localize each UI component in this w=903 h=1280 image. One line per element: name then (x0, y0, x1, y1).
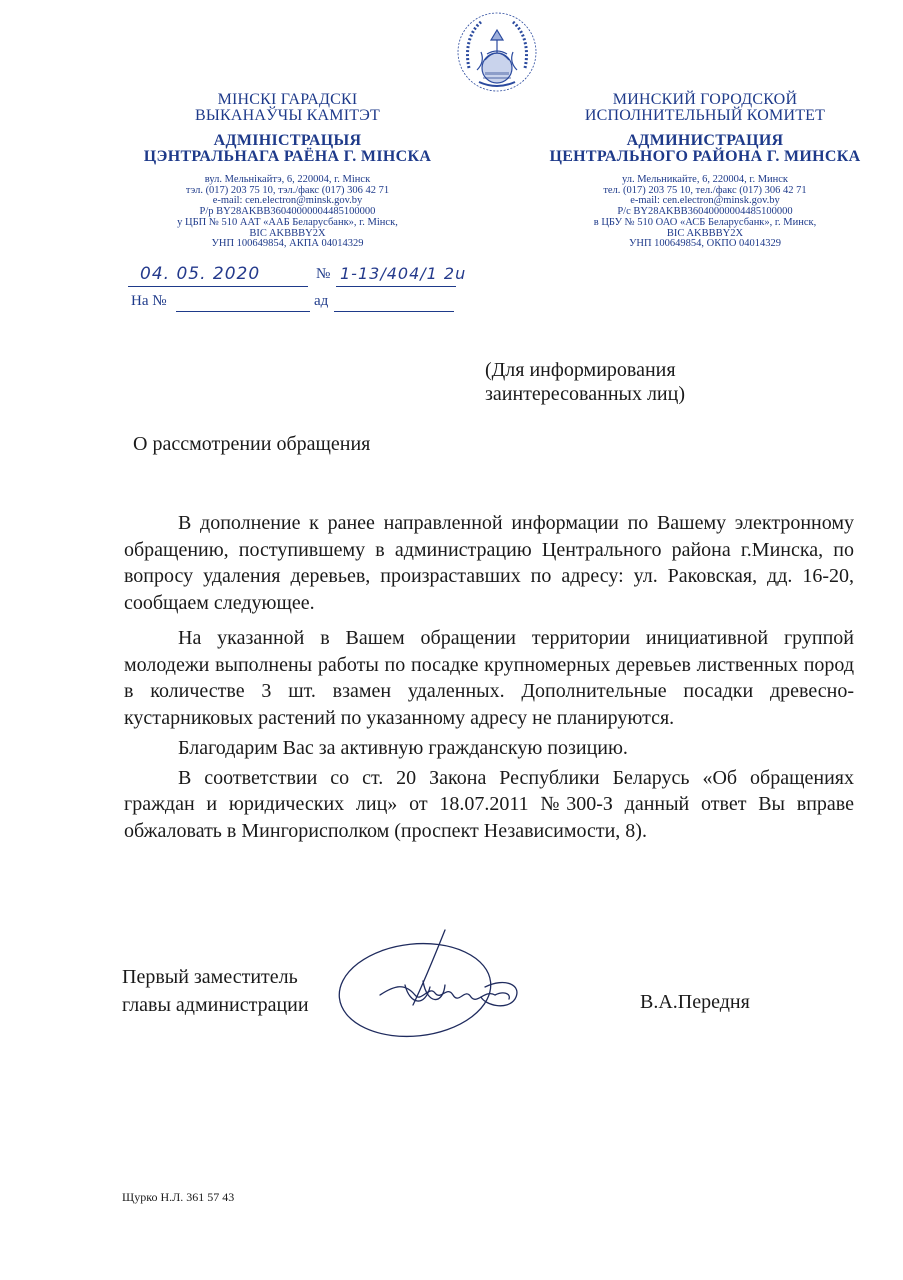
admin-name-by-line2: ЦЭНТРАЛЬНАГА РАЁНА Г. МІНСКА (143, 148, 432, 165)
requisite-email: e-mail: cen.electron@minsk.gov.by (630, 195, 780, 207)
committee-name-by-line2: ВЫКАНАЎЧЫ КАМІТЭТ (195, 107, 380, 124)
body-paragraph-1: В дополнение к ранее направленной информации по Вашему электронному обращению, поступившему в администрацию Центрального района г.Минска, по вопросу удаления деревьев, произраставших по адресу: ул. Раковская, дд. 16-20, сообщаем следующее. (124, 512, 854, 614)
body-paragraph-2: На указанной в Вашем обращении территории инициативной группой молодежи выполнены работы по посадке крупномерных деревьев лиственных пород в количестве 3 шт. взамен удаленных. Дополнительные посадки древесно-кустарниковых растений по указанному адресу не планируются. (124, 627, 854, 729)
requisite-bank: у ЦБП № 510 ААТ «ААБ Беларусбанк», г. Мінск, (177, 216, 398, 228)
subject: О рассмотрении обращения (133, 433, 371, 455)
admin-name-by-line1: АДМІНІСТРАЦЫЯ (213, 132, 362, 149)
requisites-ru (525, 175, 885, 250)
header-left (110, 92, 465, 250)
addressee-line1: (Для информирования (485, 359, 676, 381)
handwritten-signature (335, 925, 535, 1040)
coat-of-arms-icon (455, 10, 539, 94)
letter-body (124, 510, 854, 844)
committee-name-by-line1: МІНСКІ ГАРАДСКІ (217, 91, 358, 108)
requisites-by (110, 175, 465, 250)
admin-name-ru-line1: АДМИНИСТРАЦИЯ (626, 132, 784, 149)
requisite-unp: УНП 100649854, ОКПО 04014329 (628, 238, 782, 250)
addressee-line2: заинтересованных лиц) (485, 383, 685, 405)
requisite-bic: BIC AKBBBY2X (666, 227, 744, 239)
requisite-bic: BIC AKBBBY2X (249, 227, 326, 239)
addressee (485, 358, 685, 406)
reference-number-underline (176, 311, 310, 312)
reference-label: На № (131, 293, 167, 309)
number-label: № (316, 266, 331, 282)
reference-sep: ад (314, 293, 329, 309)
signatory-position (122, 963, 309, 1019)
requisite-bank: в ЦБУ № 510 ОАО «АСБ Беларусбанк», г. Минск, (593, 216, 817, 228)
date-underline (128, 286, 308, 287)
executor-contact: Щурко Н.Л. 361 57 43 (122, 1190, 235, 1204)
reference-date-underline (334, 311, 454, 312)
requisite-phone: тэл. (017) 203 75 10, тэл./факс (017) 306 42 71 (185, 184, 390, 196)
requisite-unp: УНП 100649854, АКПА 04014329 (211, 238, 364, 250)
document-date: 04. 05. 2020 (140, 264, 261, 284)
requisite-account: Р/р BY28AKBB36040000004485100000 (199, 206, 376, 218)
requisite-phone: тел. (017) 203 75 10, тел./факс (017) 306 42 71 (603, 184, 807, 196)
requisite-address: вул. Мельнікайтэ, 6, 220004, г. Мінск (204, 174, 371, 185)
committee-name-ru-line1: МИНСКИЙ ГОРОДСКОЙ (612, 91, 798, 108)
requisite-account: Р/с BY28AKBB36040000004485100000 (617, 206, 793, 218)
document-number: 1-13/404/1 2u (340, 264, 467, 283)
body-paragraph-4: В соответствии со ст. 20 Закона Республики Беларусь «Об обращениях граждан и юридических лиц» от 18.07.2011 №300-З данный ответ Вы вправе обжаловать в Мингорисполком (проспект Независимости, 8). (124, 766, 854, 842)
committee-name-ru-line2: ИСПОЛНИТЕЛЬНЫЙ КОМИТЕТ (584, 107, 826, 124)
header-right (525, 92, 885, 250)
admin-name-ru-line2: ЦЕНТРАЛЬНОГО РАЙОНА Г. МИНСКА (549, 148, 861, 165)
signatory-name: В.А.Передня (640, 991, 750, 1013)
number-underline (336, 286, 456, 287)
signatory-position-line2: главы администрации (122, 994, 309, 1016)
body-paragraph-3: Благодарим Вас за активную гражданскую позицию. (178, 737, 628, 759)
signatory-position-line1: Первый заместитель (122, 966, 298, 988)
requisite-address: ул. Мельникайте, 6, 220004, г. Минск (621, 174, 789, 185)
requisite-email: e-mail: cen.electron@minsk.gov.by (212, 195, 363, 207)
